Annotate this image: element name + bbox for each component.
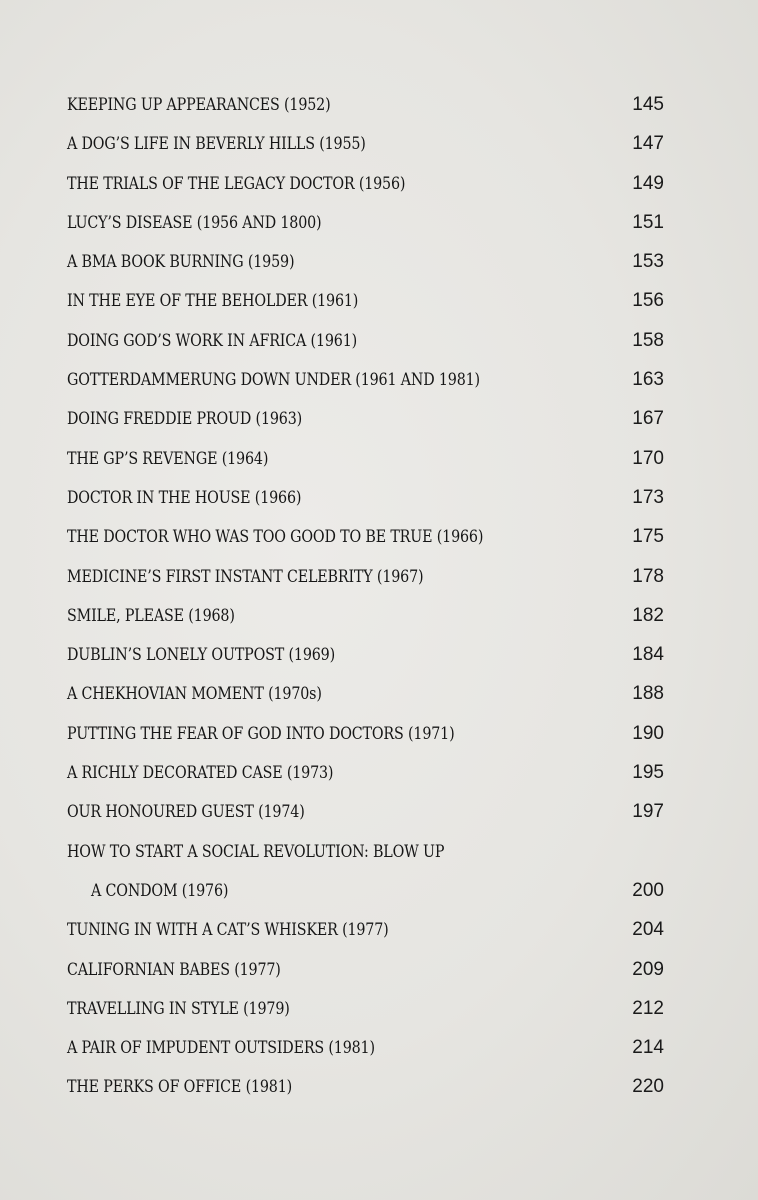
- toc-entry-title: DUBLIN’S LONELY OUTPOST (1969): [67, 645, 335, 666]
- toc-entry-title: PUTTING THE FEAR OF GOD INTO DOCTORS (1971): [67, 723, 455, 744]
- toc-entry-page-number: 212: [632, 997, 664, 1019]
- toc-entry-page-number: 145: [632, 94, 664, 115]
- toc-entry-title: A DOG’S LIFE IN BEVERLY HILLS (1955): [67, 134, 366, 155]
- toc-entry-page-number: 167: [632, 408, 664, 430]
- toc-entry: [0, 636, 758, 675]
- toc-entry: [0, 754, 758, 793]
- toc-entry-page-number: 220: [632, 1076, 664, 1098]
- toc-entry-page-number: 182: [632, 604, 664, 626]
- table-of-contents: [0, 86, 758, 1108]
- toc-entry: [0, 911, 758, 950]
- toc-entry-page-number: 147: [632, 133, 664, 155]
- toc-entry-title: CALIFORNIAN BABES (1977): [67, 959, 281, 980]
- toc-entry-title: A PAIR OF IMPUDENT OUTSIDERS (1981): [67, 1038, 375, 1059]
- toc-entry: [0, 1068, 758, 1107]
- toc-entry-page-number: 163: [632, 369, 664, 391]
- toc-entry-title: GOTTERDAMMERUNG DOWN UNDER (1961 AND 1981): [67, 370, 480, 391]
- toc-entry-title: DOING FREDDIE PROUD (1963): [67, 409, 303, 430]
- toc-entry: [0, 597, 758, 636]
- toc-entry-page-number: 195: [632, 762, 664, 784]
- toc-entry: [0, 793, 758, 832]
- toc-entry: [0, 322, 758, 361]
- toc-entry: [0, 204, 758, 243]
- toc-entry-page-number: 175: [632, 526, 664, 548]
- toc-entry: [0, 518, 758, 557]
- toc-entry-page-number: 209: [632, 958, 664, 980]
- toc-entry: [0, 400, 758, 439]
- toc-entry-page-number: 188: [632, 683, 664, 705]
- toc-entry: [0, 125, 758, 164]
- toc-entry-title: SMILE, PLEASE (1968): [67, 605, 235, 626]
- toc-entry-page-number: 158: [632, 329, 664, 351]
- toc-entry-page-number: 153: [632, 251, 664, 273]
- toc-entry: [0, 86, 758, 125]
- toc-entry: [0, 872, 758, 911]
- toc-entry-title: LUCY’S DISEASE (1956 AND 1800): [67, 212, 322, 233]
- toc-entry-title: MEDICINE’S FIRST INSTANT CELEBRITY (1967): [67, 566, 424, 587]
- toc-entry-title: THE DOCTOR WHO WAS TOO GOOD TO BE TRUE (1966): [67, 527, 484, 548]
- toc-entry: [0, 479, 758, 518]
- toc-entry-title: TRAVELLING IN STYLE (1979): [67, 998, 290, 1019]
- toc-entry-page-number: 190: [632, 722, 664, 744]
- toc-entry: [0, 951, 758, 990]
- toc-entry: [0, 1029, 758, 1068]
- toc-entry-page-number: 156: [632, 290, 664, 312]
- toc-entry-page-number: 197: [632, 801, 664, 823]
- toc-entry: [0, 833, 758, 872]
- toc-entry: [0, 243, 758, 282]
- toc-entry: [0, 558, 758, 597]
- toc-entry-title: KEEPING UP APPEARANCES (1952): [67, 95, 331, 115]
- toc-entry-page-number: 200: [632, 879, 664, 901]
- toc-entry-page-number: 170: [632, 447, 664, 469]
- toc-entry-title: A BMA BOOK BURNING (1959): [67, 252, 295, 273]
- toc-entry-title: OUR HONOURED GUEST (1974): [67, 802, 305, 823]
- toc-entry: [0, 165, 758, 204]
- toc-entry-page-number: 149: [632, 172, 664, 194]
- toc-entry-title: THE TRIALS OF THE LEGACY DOCTOR (1956): [67, 173, 406, 194]
- toc-entry-page-number: 178: [632, 565, 664, 587]
- toc-entry-title: DOCTOR IN THE HOUSE (1966): [67, 487, 302, 508]
- toc-entry-page-number: 214: [632, 1037, 664, 1059]
- toc-entry-title: A CHEKHOVIAN MOMENT (1970s): [67, 684, 322, 705]
- toc-entry-page-number: 204: [632, 919, 664, 941]
- toc-entry: [0, 361, 758, 400]
- toc-entry-page-number: 184: [632, 644, 664, 666]
- toc-entry: [0, 282, 758, 321]
- toc-entry-title: HOW TO START A SOCIAL REVOLUTION: BLOW UP: [67, 841, 445, 862]
- toc-entry-page-number: 151: [632, 211, 664, 233]
- toc-entry-title: THE GP’S REVENGE (1964): [67, 448, 269, 469]
- toc-entry-title: A CONDOM (1976): [91, 880, 229, 901]
- toc-entry-title: TUNING IN WITH A CAT’S WHISKER (1977): [67, 920, 389, 941]
- toc-entry-title: IN THE EYE OF THE BEHOLDER (1961): [67, 291, 359, 312]
- toc-entry: [0, 715, 758, 754]
- toc-entry-page-number: 173: [632, 486, 664, 508]
- toc-entry: [0, 440, 758, 479]
- toc-entry-title: DOING GOD’S WORK IN AFRICA (1961): [67, 330, 358, 351]
- toc-entry-title: A RICHLY DECORATED CASE (1973): [67, 763, 334, 784]
- toc-entry: [0, 675, 758, 714]
- toc-entry: [0, 990, 758, 1029]
- toc-entry-title: THE PERKS OF OFFICE (1981): [67, 1077, 293, 1098]
